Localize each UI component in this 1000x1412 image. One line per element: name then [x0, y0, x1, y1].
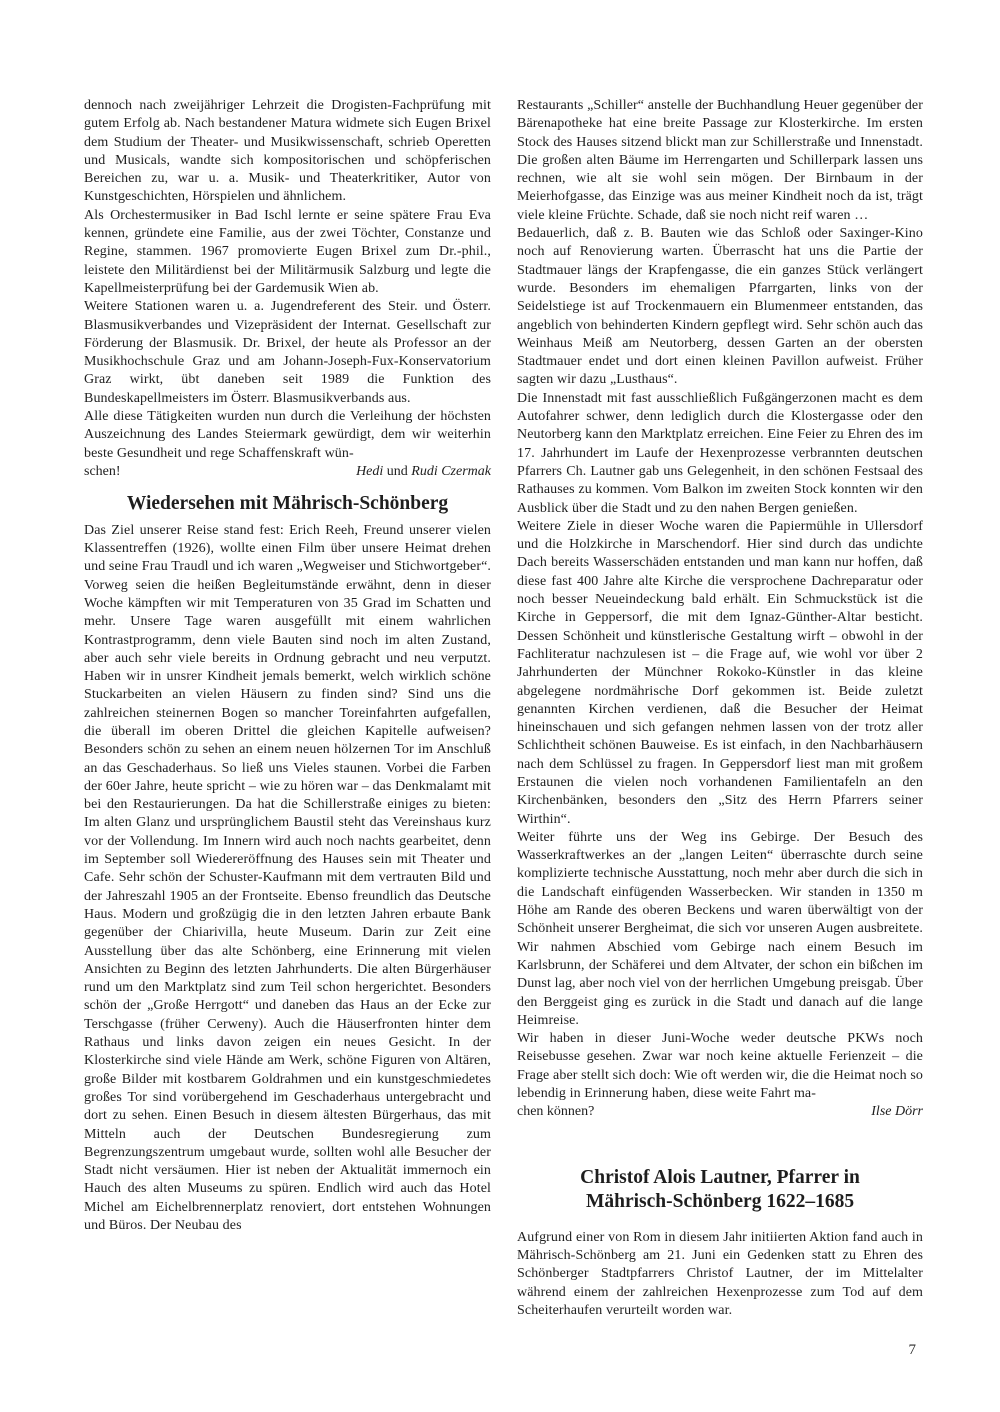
- paragraph-tail: schen!: [84, 463, 121, 479]
- body-paragraph: Wir haben in dieser Juni-Woche weder deutsche PKWs noch Reisebusse gesehen. Zwar war noch keine aktuelle Ferienzeit – die Frage aber stellt sich doch: Wie oft werden wir, die die Heimat noch so lebendig in Erinnerung haben, diese weite Fahrt ma-: [517, 1031, 923, 1102]
- signature-part: Rudi Czermak: [411, 463, 491, 479]
- body-paragraph: Das Ziel unserer Reise stand fest: Erich Reeh, Freund unserer vielen Klassentreffen (1926), wollte einen Film über unsere Heimat drehen und seine Frau Traudl und ich waren „Wegweiser und Stichwortgeber“. Vorweg seien die heißen Begleitumstände erwähnt, denn in dieser Woche kämpften wir mit Temperaturen von 35 Grad im Schatten und mehr. Unsere Tage waren ausgefüllt mit einem wahrlichen Kontrastprogramm, denn viele Bauten sind noch im alten Zustand, aber auch sehr viele bereits in Ordnung gebracht und neu verputzt. Haben wir in unsrer Kindheit jemals bemerkt, welch wirklich schöne Stuckarbeiten an vielen Häusern zu finden sind? Sind uns die zahlreichen steinernen Bogen so mancher Toreinfahrten aufgefallen, die überall im oberen Drittel die gleichen Kapitelle aufweisen? Besonders schön zu sehen an einem neuen hölzernen Tor im Anschluß an das Geschaderhaus. So ließ uns Vieles staunen. Vorbei die Farben der 60er Jahre, heute spricht – wie zu hören war – das Denkmalamt mit bei den Restaurierungen. Da hat die Schillerstraße einiges zu bieten: Im alten Glanz und ursprünglichem Baustil steht das Vereinshaus kurz vor der Vollendung. Im Innern wird auch noch nachts gearbeitet, denn im September soll Wiedereröffnung des Hauses sein mit Theater und Cafe. Sehr schön der Schuster-Kaufmann mit dem vertrauten Bild und der Jahreszahl 1905 an der Frontseite. Ebenso freundlich das Deutsche Haus. Modern und großzügig die in den letzten Jahren erbaute Bank gegenüber der Chiarivilla, heute Museum. Darin zur Zeit eine Ausstellung über das alte Schönberg, eine Erinnerung mit vielen Ansichten zu Beginn des letzten Jahrhunderts. Die alten Bürgerhäuser rund um den Marktplatz sind zum Teil schon hergerichtet. Besonders schön der „Große Herrgott“ und daneben das Haus an der Ecke zur Terschgasse (früher Cerweny). Auch die Häuserfronten hinter dem Rathaus und links davon zeigen ein neues Gesicht. In der Klosterkirche sind viele Hände am Werk, schöne Figuren von Altären, große Bilder mit kostbarem Goldrahmen und ein kunstgeschmiedetes großes Tor sind vorübergehend im Geschaderhaus untergebracht und dort zu sehen. Einen Besuch in diesem ältesten Bürgerhaus, das mit Mitteln auch der Deutschen Bundesregierung zum Begrenzungszentrum umgebaut wurde, sollten wohl alle Besucher der Stadt nicht versäumen. Hier ist neben der Aktualität immernoch ein Hauch des alten Museums zu spüren. Endlich wird auch das Hotel Michel am Eichelbrennerplatz renoviert, dort entstehen Wohnungen und Büros. Der Neubau des: [84, 522, 491, 1234]
- body-paragraph: Bedauerlich, daß z. B. Bauten wie das Schloß oder Saxinger-Kino noch auf Renovierung warten. Überrascht hat uns die Partie der Stadtmauer längs der Krapfengasse, die ein ganzes Stück verlängert wurde. Besonders im ehemaligen Pfarrgarten, links von der Seidelstiege ist auf Trockenmauern ein Blumenmeer entstanden, das angeblich von behinderten Kindern gepflegt wird. Sehr schön auch das Weinhaus Meiß am Neutorberg, dessen Garten an der obersten Stadtmauer endet und dort einen kleinen Pavillon aufweist. Früher sagten wir dazu „Lusthaus“.: [517, 226, 923, 388]
- body-paragraph: Die Innenstadt mit fast ausschließlich Fußgängerzonen macht es dem Autofahrer schwer, denn lediglich durch die Klostergasse oder den Neutorberg kann den Marktplatz erreichen. Eine Feier zu Ehren des im 17. Jahrhundert im Laufe der Hexenprozesse verbrannten deutschen Pfarrers Ch. Lautner gab uns Gelegenheit, in den schönen Festsaal des Rathauses zu kommen. Vom Balkon im zweiten Stock konnten wir den Ausblick über die Stadt und zu den nahen Bergen genießen.: [517, 390, 923, 516]
- signature-row: [84, 463, 491, 481]
- author-signature: [871, 1103, 923, 1121]
- article-heading-line: Mährisch-Schönberg 1622–1685: [585, 1191, 855, 1213]
- signature-part: Ilse Dörr: [871, 1104, 923, 1120]
- body-paragraph: Restaurants „Schiller“ anstelle der Buchhandlung Heuer gegenüber der Bärenapotheke hat eine breite Passage zur Klosterkirche. Im ersten Stock des Hauses sitzend blickt man zur Schillerstraße und Innenstadt. Die großen alten Bäume im Herrengarten und Schillerpark lassen uns rechnen, wie alt sie wohl sein mögen. Der Birnbaum in der Meierhofgasse, das Einzige was aus meiner Kindheit noch da ist, trägt viele kleine Früchte. Schade, daß sie noch nicht reif waren …: [517, 98, 923, 223]
- article-heading-line: Wiedersehen mit Mährisch-Schönberg: [126, 493, 449, 515]
- signature-row: [517, 1103, 923, 1121]
- author-signature: [356, 463, 491, 481]
- article-heading-line: Christof Alois Lautner, Pfarrer in: [580, 1166, 860, 1188]
- paragraph-tail: chen können?: [517, 1104, 595, 1120]
- body-paragraph: Aufgrund einer von Rom in diesem Jahr initiierten Aktion fand auch in Mährisch-Schönberg am 21. Juni ein Gedenken statt zu Ehren des Schönberger Stadtpfarrers Christof Lautner, der im Mittelalter während einem der zahlreichen Hexenprozesse zum Tod auf dem Scheiterhaufen verurteilt worden war.: [517, 1229, 923, 1318]
- body-paragraph: dennoch nach zweijähriger Lehrzeit die Drogisten-Fachprüfung mit gutem Erfolg ab. Nach bestandener Matura widmete sich Eugen Brixel dem Studium der Theater- und Musikwissenschaft, schrieb Operetten und Musicals, wandte sich kompositorischen und schöpferischen Bereichen zu, war u. a. Musik- und Theaterkritiker, Autor von Kunstgeschichten, Hörspielen und ähnlichem.: [84, 98, 491, 205]
- page-number: 7: [908, 1342, 916, 1358]
- article-heading: [517, 1166, 923, 1215]
- body-paragraph: Weitere Ziele in dieser Woche waren die Papiermühle in Ullersdorf und die Holzkirche in Marschendorf. Hier sind durch das undichte Dach bereits Wasserschäden entstanden und man kann nur hoffen, daß diese fast 400 Jahre alte Kirche die versprochene Dachreparatur oder noch besser Neueindeckung bald erhält. Ein Schmuckstück ist die Kirche in Geppersorf, die mit dem Ignaz-Günther-Altar besticht. Dessen Schönheit und künstlerische Gestaltung wirft – obwohl in der Fachliteratur nachzulesen ist – die Frage auf, wie wohl vor über 2 Jahrhunderten der Münchner Rokoko-Künstler in das kleine abgelegene nordmährische Dorf gekommen ist. Beide zuletzt genannten Kirchen verdienen, daß die Besucher der Heimat hineinschauen und sich gefangen nehmen lassen von der trotz aller Schlichtheit schönen Bauweise. Es ist einfach, in den Nachbarhäusern nach dem Schlüssel zu fragen. In Geppersdorf liest man mit großem Erstaunen die vielen noch vorhandenen Familientafeln an den Kirchenbänken, besonders den „Sitz des Herrn Pfarrers seiner Wirthin“.: [517, 518, 923, 827]
- body-paragraph: Als Orchestermusiker in Bad Ischl lernte er seine spätere Frau Eva kennen, gründete eine Familie, aus der zwei Töchter, Constanze und Regine, stammen. 1967 promovierte Eugen Brixel zum Dr.-phil., leistete den Militärdienst bei der Militärmusik Salzburg und legte die Kapellmeisterprüfung bei der Gardemusik Wien ab.: [84, 207, 491, 296]
- body-paragraph: Alle diese Tätigkeiten wurden nun durch die Verleihung der höchsten Auszeichnung des Landes Steiermark gewürdigt, dem wir weiterhin beste Gesundheit und rege Schaffenskraft wün-: [84, 409, 491, 461]
- signature-part: und: [383, 463, 412, 479]
- signature-part: Hedi: [356, 463, 384, 479]
- left-column: [84, 97, 491, 1235]
- body-paragraph: Weiter führte uns der Weg ins Gebirge. Der Besuch des Wasserkraftwerkes an der „langen Leiten“ überraschte durch seine komplizierte technische Ausstattung, noch mehr aber durch die sich in die Landschaft einfügenden Wasserbecken. Wir standen in 1350 m Höhe am Rande des oberen Beckens und waren überwältigt von der Schönheit unserer Bergheimat, die sich vor unseren Augen ausbreitete. Wir nahmen Abschied vom Gebirge nach einem Besuch im Karlsbrunn, der Schäferei und dem Altvater, der schon ein bißchen im Dunst lag, aber noch viel von der herrlichen Umgebung preisgab. Über den Berggeist ging es zurück in die Stadt und danach auf die lange Heimreise.: [517, 829, 923, 1028]
- right-column: [517, 97, 923, 1320]
- body-paragraph: Weitere Stationen waren u. a. Jugendreferent des Steir. und Österr. Blasmusikverbandes und Vizepräsident der Internat. Gesellschaft zur Förderung der Blasmusik. Dr. Brixel, der heute als Professor an der Musikhochschule Graz und am Johann-Joseph-Fux-Konservatorium Graz wirkt, übt daneben seit 1989 die Funktion des Bundeskapellmeisters im Österr. Blasmusikverbands aus.: [84, 299, 491, 406]
- article-heading: [84, 492, 491, 517]
